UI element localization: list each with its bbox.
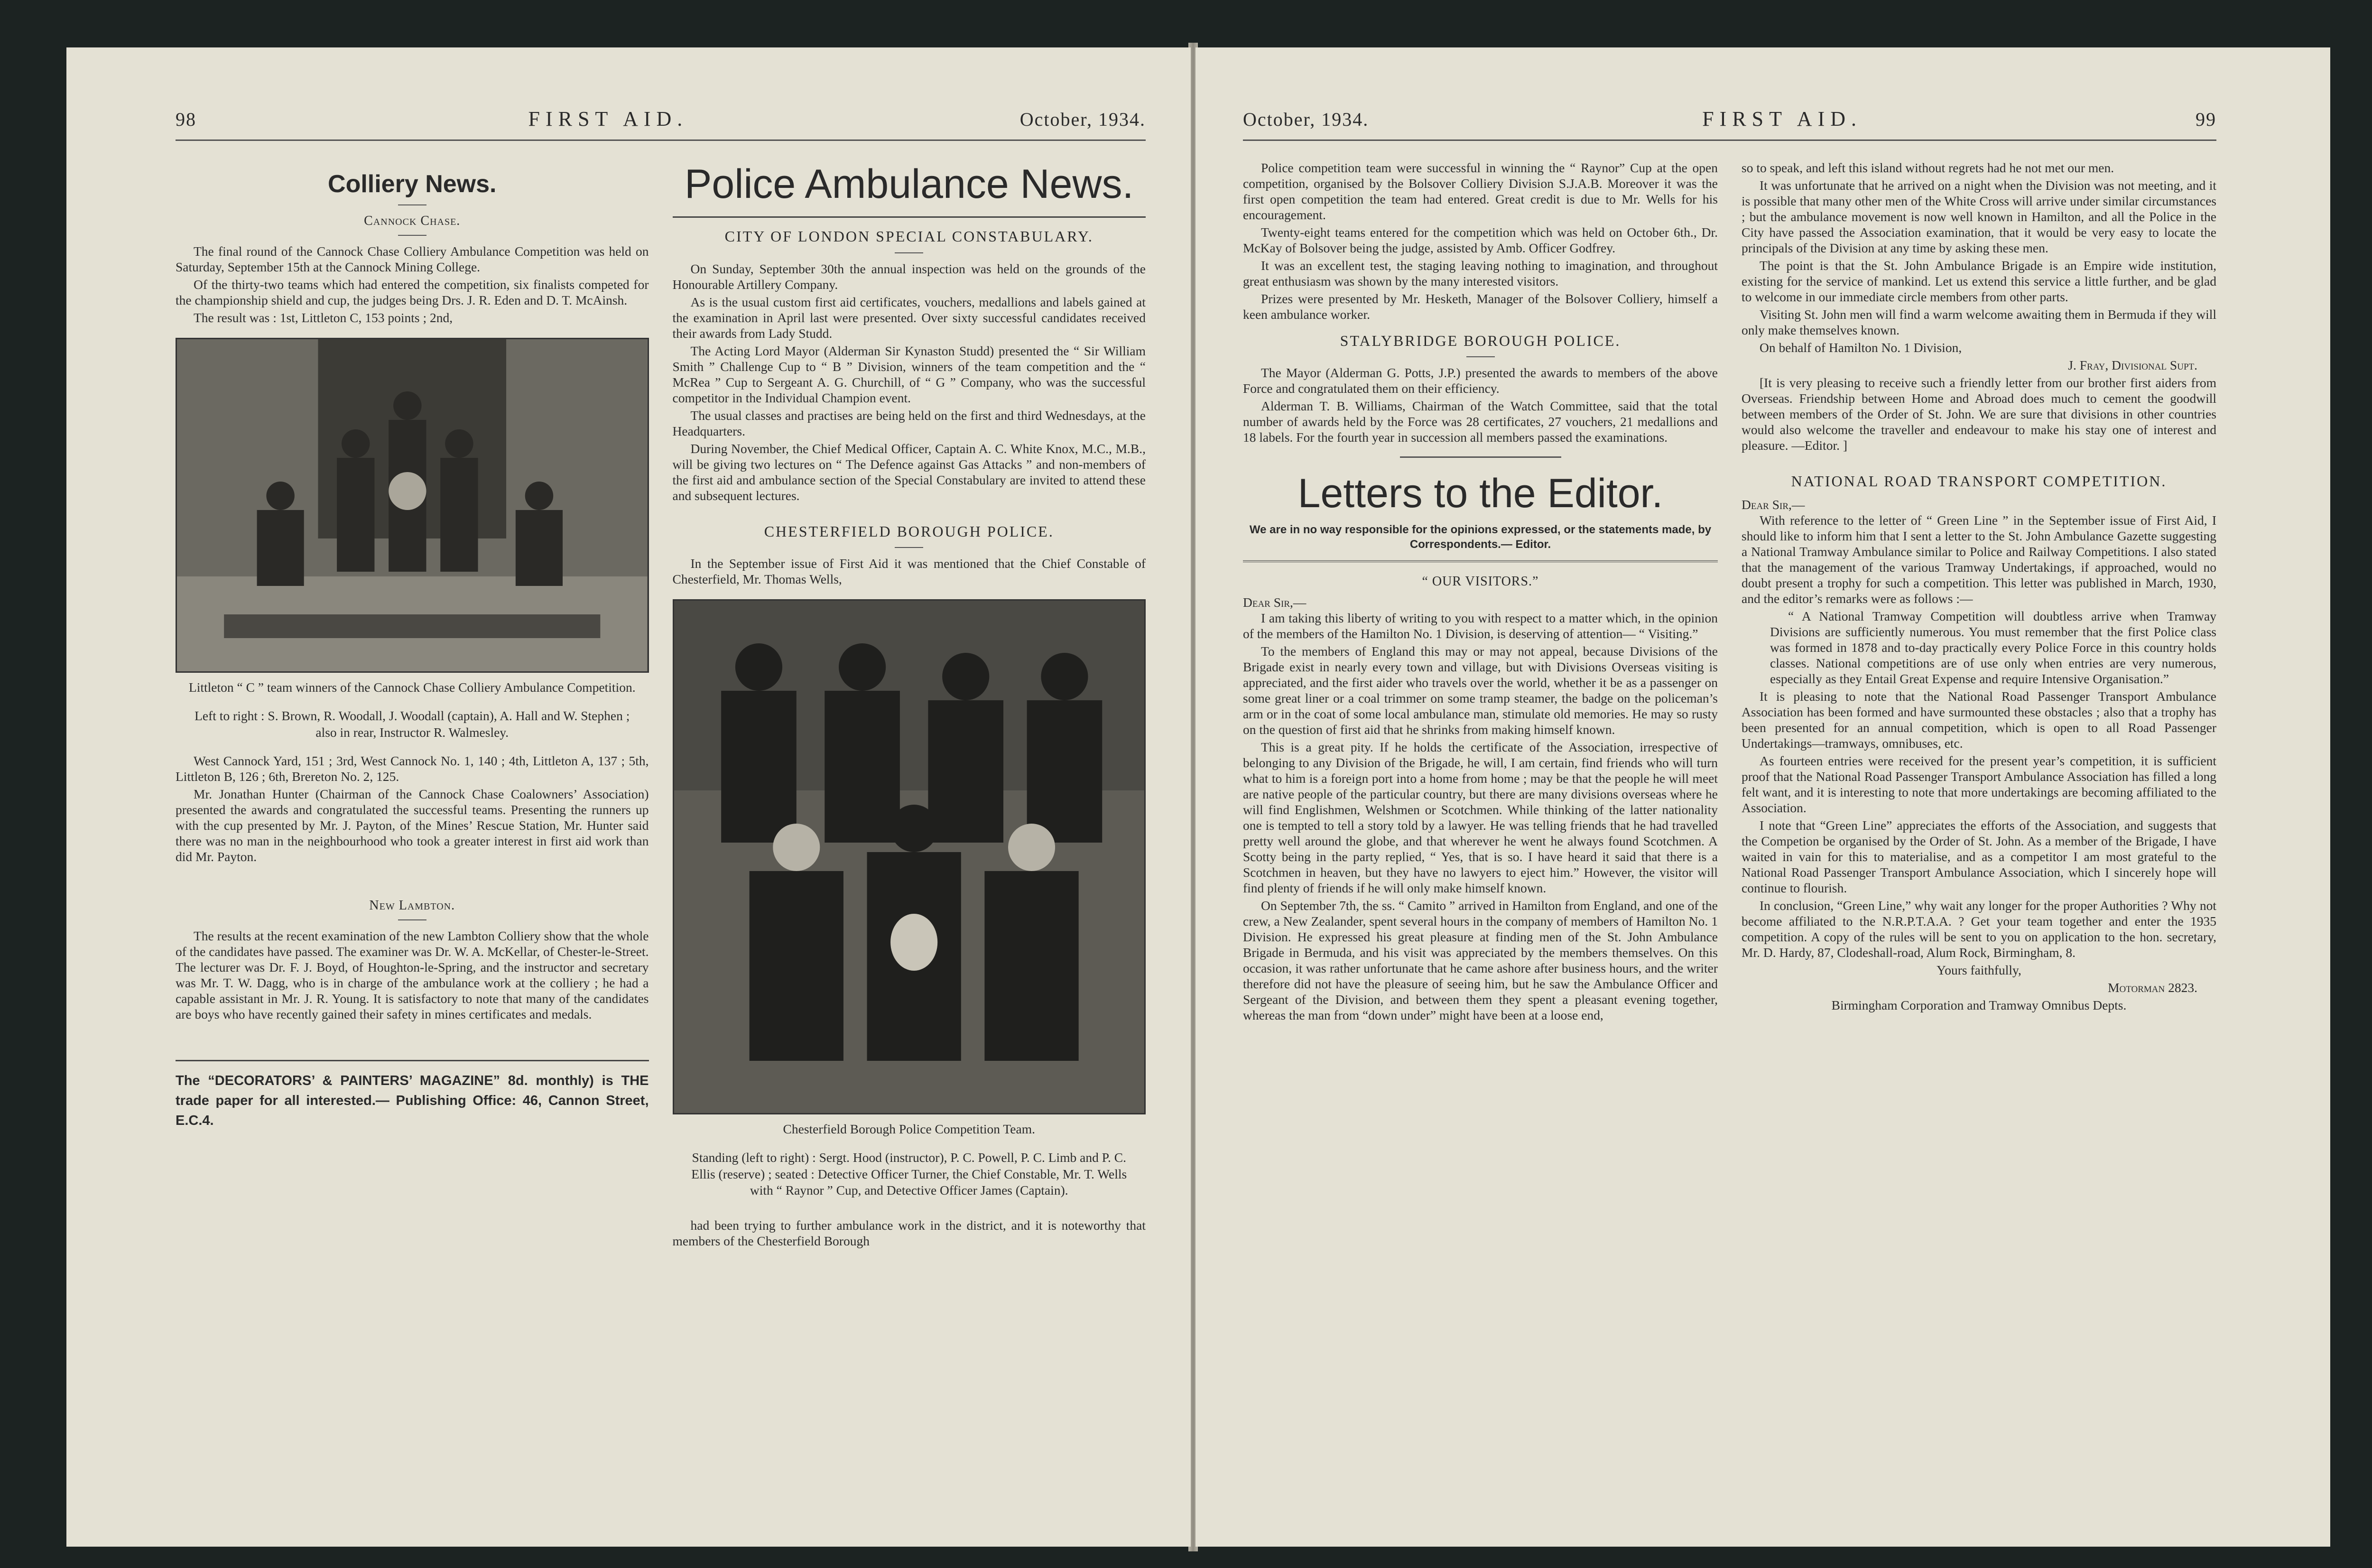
paragraph: I note that “Green Line” appreciates the efforts of the Association, and suggests that the Competion be organised by the Order of St. John. As a member of the Brigade, I have waited in vain for this to materialise, and as a competitor I am most grateful to the National Road Passenger Transport Ambulance Association, which I sincerely hope will continue to flourish. [1742,818,2216,896]
page-98 [66,47,1191,1547]
issue-date: October, 1934. [1019,109,1146,130]
cannock-chase-heading: Cannock Chase. [364,213,461,229]
paragraph: Prizes were presented by Mr. Hesketh, Manager of the Bolsover Colliery, himself a keen ambulance worker. [1243,291,1718,322]
salutation: Dear Sir,— [1742,497,1805,512]
quoted-paragraph: “ A National Tramway Competition will doubtless arrive when Tramway Divisions are sufficiently numerous. You must remember that the first Police class was formed in 1878 and to-day practically every Police Force in this country holds classes. National competitions are of use only when entries are very numerous, especially as they Entail Great Expense and require Intensive Organisation.” [1770,609,2216,687]
paragraph: The final round of the Cannock Chase Colliery Ambulance Competition was held on Saturday, September 15th at the Cannock Mining College. [176,243,649,274]
paragraph: Visiting St. John men will find a warm welcome awaiting them in Bermuda if they will only make themselves known. [1742,307,2216,337]
left-column [1243,160,1718,1025]
paragraph: During November, the Chief Medical Officer, Captain A. C. White Knox, M.C., M.B., will be giving two lectures on “ The Defence against Gas Attacks ” and non-members of the first aid and ambulance section of the Special Constabulary are invited to attend these and subsequent lectures. [672,441,1146,503]
paragraph: The result was : 1st, Littleton C, 153 points ; 2nd, [194,310,453,325]
paragraph: The results at the recent examination of the new Lambton Colliery show that the whole of the candidates have passed. The examiner was Dr. W. A. McKellar, of Chester-le-Street. The lecturer was Dr. F. J. Boyd, of Houghton-le-Spring, and the instructor and secretary was Mr. T. W. Dagg, who is in charge of the ambulance work at the colliery ; he had a capable assistant in Mr. J. R. Young. It is satisfactory to note that many of the candidates are boys who have recently gained their safety in mines certificates and medals. [176,928,649,1021]
paragraph: Twenty-eight teams entered for the competition which was held on October 6th., Dr. McKay of Bolsover being the judge, assisted by Amb. Officer Godfrey. [1243,225,1718,255]
page-number: 99 [2195,109,2216,130]
paragraph: The Acting Lord Mayor (Alderman Sir Kynaston Studd) presented the “ Sir William Smith ” Challenge Cup to “ B ” Division, winners of the team competition and the “ McRea ” Cup to Sergeant A. G. Churchill, of “ G ” Company, who was the successful competitor in the Individual Champion event. [672,343,1146,405]
paragraph: I am taking this liberty of writing to you with respect to a matter which, in the opinion of the members of the Hamilton No. 1 Division, is deserving of attention— “ Visiting.” [1243,610,1718,641]
photo-caption: Littleton “ C ” team winners of the Cannock Chase Colliery Ambulance Competition. [188,679,636,695]
colliery-news-column [176,160,649,1251]
new-lambton-heading: New Lambton. [369,898,455,913]
letters-disclaimer: We are in no way responsible for the opinions expressed, or the statements made, by Correspondents.— Editor. [1243,522,1718,562]
paragraph: On behalf of Hamilton No. 1 Division, [1760,340,1962,355]
paragraph: The usual classes and practises are being held on the first and third Wednesdays, at the Headquarters. [672,408,1146,438]
paragraph: On Sunday, September 30th the annual inspection was held on the grounds of the Honourable Artillery Company. [672,261,1146,292]
police-news-column [673,160,1146,1251]
our-visitors-heading: “ OUR VISITORS.” [1422,574,1539,589]
right-column [1742,160,2216,1025]
photo-caption-names: Left to right : S. Brown, R. Woodall, J. Woodall (captain), A. Hall and W. Stephen ; also in rear, Instructor R. Walmesley. [195,708,630,740]
paragraph: To the members of England this may or may not appeal, because Divisions of the Brigade exist in nearly every town and village, but with Divisions Overseas visiting is appreciated, and the first aider who travels over the world, whether it be as a passenger on some great liner or a coal trimmer on some tramp steamer, the badge on the policeman’s arm or in the coat of some local ambulance man, stimulate old memories. He may so rusty on the question of first aid that he shrinks from making himself known. [1243,643,1718,737]
road-transport-heading: NATIONAL ROAD TRANSPORT COMPETITION. [1791,473,2167,490]
paragraph: With reference to the letter of “ Green Line ” in the September issue of First Aid, I should like to inform him that I sent a letter to the St. John Ambulance Gazette suggesting a National Tramway Ambulance similar to Police and Railway Competitions. I also stated that the management of the various Tramway Undertakings, if approached, would no doubt present a trophy for such a competition. This letter was published in March, 1930, and the editor’s remarks were as follows :— [1742,513,2216,606]
letters-title: Letters to the Editor. [1297,471,1663,517]
magazine-title: FIRST AID. [528,107,688,130]
page-header [1243,107,2216,141]
colliery-news-title: Colliery News. [328,170,497,198]
paragraph: In conclusion, “Green Line,” why wait any longer for the proper Authorities ? Why not become affiliated to the N.R.P.T.A.A. ? Get your team together and enter the 1935 competition. A copy of the rules will be sent to you on application to the hon. secretary, Mr. D. Hardy, 87, Clodeshall-road, Alum Rock, Birmingham, 8. [1742,898,2216,960]
paragraph: The point is that the St. John Ambulance Brigade is an Empire wide institution, existing for the service of mankind. Let us extend this service a little further, and be glad to welcome in our immediate circle members from other parts. [1742,258,2216,304]
paragraph: It was unfortunate that he arrived on a night when the Division was not meeting, and it is possible that many other men of the White Cross will arrive under similar circumstances ; but the ambulance movement is now well known in Hamilton, and all the Police in the City have passed the Association examination, that it would be very easy to locate the principals of the Division at any time by asking these men. [1742,178,2216,255]
decorators-advert: The “DECORATORS’ & PAINTERS’ MAGAZINE” 8d. monthly) is THE trade paper for all interested.— Publishing Office: 46, Cannon Street, E.C.4. [176,1060,649,1131]
paragraph: In the September issue of First Aid it was mentioned that the Chief Constable of Chesterfield, Mr. Thomas Wells, [672,556,1146,586]
city-of-london-heading: CITY OF LONDON SPECIAL CONSTABULARY. [724,228,1093,245]
salutation: Dear Sir,— [1243,594,1306,610]
paragraph: Police competition team were successful in winning the “ Raynor” Cup at the open competition, organised by the Bolsover Colliery Division S.J.A.B. Moreover it was the first open competition the team had entered. Great credit is due to Mr. Wells for his encouragement. [1243,160,1718,222]
police-news-title: Police Ambulance News. [673,160,1146,218]
paragraph: The Mayor (Alderman G. Potts, J.P.) presented the awards to members of the above Force and congratulated them on their efficiency. [1243,365,1718,396]
chesterfield-heading: CHESTERFIELD BOROUGH POLICE. [764,522,1054,540]
paragraph: It is pleasing to note that the National Road Passenger Transport Ambulance Association has been formed and have surmounted these obstacles ; also that a trophy has been presented for an annual competition, which is open to all Road Passenger Undertakings—tramways, omnibuses, etc. [1742,689,2216,751]
photo-caption: Chesterfield Borough Police Competition Team. [783,1121,1035,1136]
issue-date: October, 1934. [1243,109,1369,130]
chesterfield-team-photo [673,599,1146,1114]
photo-caption-names: Standing (left to right) : Sergt. Hood (instructor), P. C. Powell, P. C. Limb and P. C. Ellis (reserve) ; seated : Detective Officer Turner, the Chief Constable, Mr. T. Wells with “ Raynor ” Cup, and Detective Officer James (Captain). [691,1150,1127,1198]
magazine-title: FIRST AID. [1702,107,1862,130]
paragraph: As fourteen entries were received for the present year’s competition, it is sufficient proof that the National Road Passenger Transport Ambulance Association has filled a long felt want, and it is interesting to note that more undertakings are becoming affiliated to the Association. [1742,753,2216,816]
paragraph: Alderman T. B. Williams, Chairman of the Watch Committee, said that the total number of awards held by the Force was 28 certificates, 27 vouchers, 21 medallions and 18 labels. For the fourth year in succession all members passed the examinations. [1243,399,1718,445]
paragraph: had been trying to further ambulance work in the district, and it is noteworthy that members of the Chesterfield Borough [672,1218,1146,1249]
paragraph: This is a great pity. If he holds the certificate of the Association, irrespective of belonging to any Division of the Brigade, he will, I am certain, find friends who will turn what to him is a foreign port into a home from home ; may be that the people he will meet are native people of the particular country, but there are many divisions overseas where he will find Englishmen, Welshmen or Scotchmen. While thinking of the latter nationality one is tempted to tell a story told by a lawyer. He was telling friends that he had travelled pretty well around the globe, and that wherever he went he always found Scotchmen. A Scotty being in the party replied, “ Yes, that is so. I have heard it said that there is a Scotchmen in heaven, but they have no lawyers to eject him.” However, the visitor will find plenty of friends if he will only make himself known. [1243,739,1718,895]
paragraph: Of the thirty-two teams which had entered the competition, six finalists competed for the championship shield and cup, the judges being Drs. J. R. Eden and D. T. McAinsh. [176,277,649,307]
paragraph: As is the usual custom first aid certificates, vouchers, medallions and labels gained at the examination in April last were presented. Over sixty successful candidates received their awards from Lady Studd. [672,294,1146,341]
signature: Motorman 2823. [2108,980,2197,995]
paragraph: so to speak, and left this island without regrets had he not met our men. [1742,160,2114,175]
paragraph: On September 7th, the ss. “ Camito ” arrived in Hamilton from England, and one of the crew, a New Zealander, spent several hours in the company of members of Hamilton No. 1 Division. He expressed his great pleasure at finding men of the St. John Ambulance Brigade in Bermuda, and his visit was appreciated by the members themselves. On this occasion, it was rather unfortunate that he came ashore after business hours, and the writer therefore did not have the pleasure of seeing him, but he saw the Ambulance Officer and Sergeant of the Division, and between them they spent a pleasant evening together, whereas the man from “down under” might have been at a loose end, [1243,898,1718,1022]
section-divider [1400,456,1561,458]
stalybridge-heading: STALYBRIDGE BOROUGH POLICE. [1340,332,1621,349]
paragraph: It was an excellent test, the staging leaving nothing to imagination, and throughout great enthusiasm was shown by the many interested visitors. [1243,258,1718,288]
page-number: 98 [176,109,196,130]
paragraph: Mr. Jonathan Hunter (Chairman of the Cannock Chase Coalowners’ Association) presented the awards and congratulated the successful teams. Presenting the runners up with the cup presented by Mr. J. Payton, of the Mines’ Rescue Station, Mr. Hunter said there was no man in the neighbourhood who took a greater interest in first aid work than did Mr. Payton. [176,787,649,864]
paragraph: West Cannock Yard, 151 ; 3rd, West Cannock No. 1, 140 ; 4th, Littleton A, 137 ; 5th, Littleton B, 126 ; 6th, Brereton No. 2, 125. [176,753,649,784]
signatory-organisation: Birmingham Corporation and Tramway Omnibus Depts. [1831,998,2127,1013]
littleton-team-photo [176,338,649,673]
signature: J. Fray, Divisional Supt. [2068,358,2197,372]
page-99 [1195,47,2330,1547]
editor-note: [It is very pleasing to receive such a friendly letter from our brother first aiders from Overseas. Friendship between Home and Abroad does much to cement the goodwill between members of the Order of St. John. We are sure that divisions in other countries would also welcome the traveller and endeavour to make his stay one of interest and pleasure. —Editor. ] [1742,375,2216,453]
closing: Yours faithfully, [1937,963,2021,978]
page-header [176,107,1146,141]
